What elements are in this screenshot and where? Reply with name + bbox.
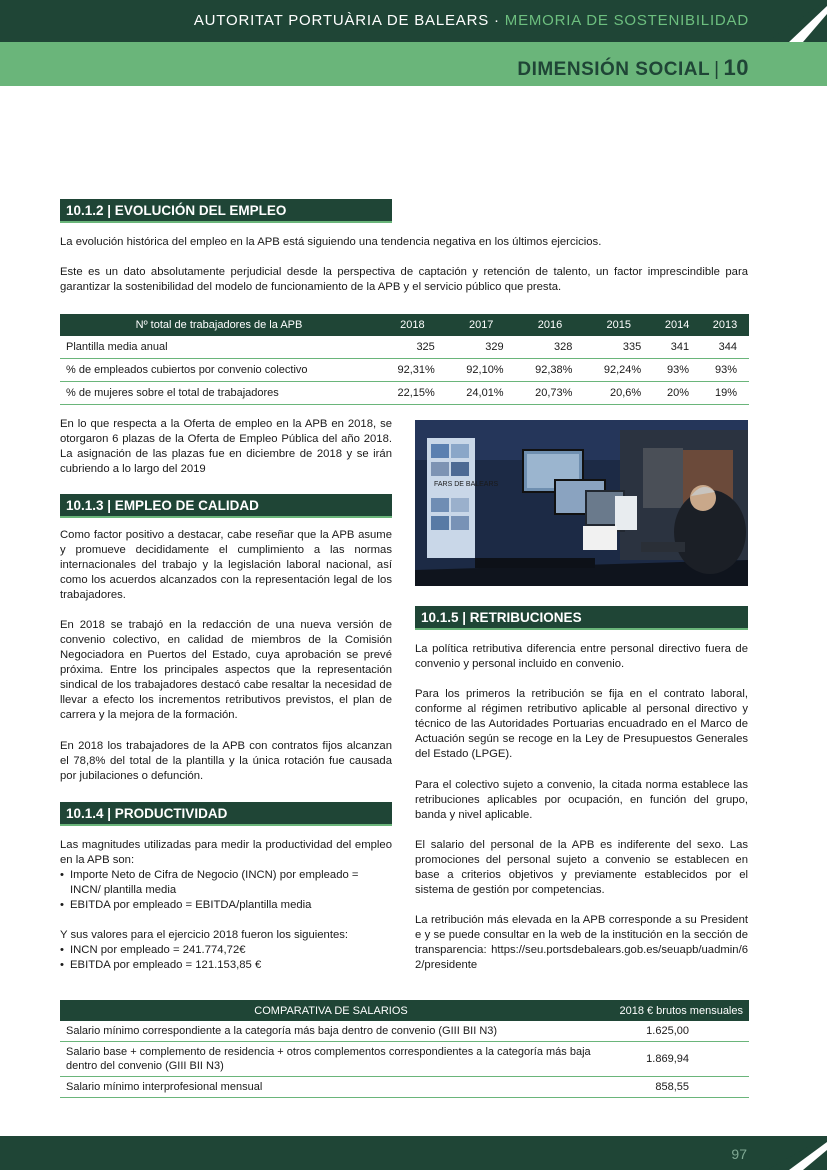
- table-header-row: [60, 314, 749, 336]
- poster-text: FARS DE BALEARS: [434, 481, 499, 488]
- row-label: % de mujeres sobre el total de trabajadores: [60, 382, 378, 405]
- control-room-photo: [415, 420, 748, 586]
- cell: 20%: [653, 382, 701, 405]
- cell: 19%: [701, 382, 749, 405]
- table-row: [60, 1077, 749, 1098]
- cell: 344: [701, 336, 749, 359]
- section-bar: [0, 42, 827, 86]
- paragraph: En 2018 se trabajó en la redacción de una nueva versión de convenio colectivo, en calidad de miembros de la Comisión Negociadora en Puertos del Estado, cuya aprobación se prevé próxima. Entre los principales aspectos que la representación sindical de los trabajadores destacó cabe resaltar la necesidad de llevar a efecto los incrementos retributivos previstos, el plan de carrera y la mejora de la formación.: [60, 619, 392, 721]
- control-room-illustration: [415, 420, 748, 586]
- cell: 20,73%: [516, 382, 585, 405]
- page-number: 97: [731, 1146, 747, 1162]
- row-label: Plantilla media anual: [60, 336, 378, 359]
- column-header: 2018 € brutos mensuales: [602, 1000, 749, 1021]
- paragraph: Este es un dato absolutamente perjudicial desde la perspectiva de captación y retención de talento, un factor imprescindible para garantizar la sostenibilidad del modelo de funcionamiento de la APB y el servicio público que presta.: [60, 266, 748, 293]
- column-header: 2018: [378, 314, 447, 336]
- paragraph: La evolución histórica del empleo en la APB está siguiendo una tendencia negativa en los últimos ejercicios.: [60, 236, 602, 248]
- cell: 20,6%: [584, 382, 653, 405]
- section-heading: DIMENSIÓN SOCIAL | 10: [517, 55, 749, 80]
- list-item: • EBITDA por empleado = 121.153,85 €: [60, 958, 392, 973]
- heading-empleo-calidad: 10.1.3 | EMPLEO DE CALIDAD: [60, 494, 392, 518]
- table-row: [60, 1042, 749, 1077]
- heading-evolucion-empleo: 10.1.2 | EVOLUCIÓN DEL EMPLEO: [60, 199, 392, 223]
- table-row: [60, 336, 749, 359]
- cell: 1.869,94: [602, 1042, 749, 1077]
- paragraph: Las magnitudes utilizadas para medir la productividad del empleo en la APB son:: [60, 839, 392, 866]
- list-item: • INCN por empleado = 241.774,72€: [60, 943, 392, 958]
- top-header-bar: [0, 0, 827, 42]
- organization-name: AUTORITAT PORTUÀRIA DE BALEARS ·: [193, 12, 505, 29]
- salary-comparison-table: [60, 1000, 749, 1098]
- footer-bar: [0, 1136, 827, 1170]
- report-name: MEMORIA DE SOSTENIBILIDAD: [504, 12, 749, 29]
- row-label: Salario mínimo interprofesional mensual: [60, 1077, 602, 1098]
- productivity-values-list: [60, 943, 392, 973]
- section-number: 10: [723, 55, 749, 80]
- cell: 24,01%: [447, 382, 516, 405]
- row-label: % de empleados cubiertos por convenio colectivo: [60, 359, 378, 382]
- heading-retribuciones: 10.1.5 | RETRIBUCIONES: [415, 606, 748, 630]
- section-title: DIMENSIÓN SOCIAL: [517, 59, 711, 80]
- table-row: [60, 359, 749, 382]
- cell: 92,38%: [516, 359, 585, 382]
- productivity-metrics-list: [60, 868, 392, 913]
- cell: 22,15%: [378, 382, 447, 405]
- column-header: 2015: [584, 314, 653, 336]
- employment-table: [60, 314, 749, 405]
- cell: 1.625,00: [602, 1021, 749, 1042]
- paragraph: El salario del personal de la APB es indiferente del sexo. Las promociones del personal sujeto a convenio se establecen en base a criterios objetivos y previamente establecidos por el sistema de gestión por competencias.: [415, 839, 748, 896]
- table-row: [60, 382, 749, 405]
- row-label: Salario mínimo correspondiente a la categoría más baja dentro de convenio (GIII BII N3): [60, 1021, 602, 1042]
- column-header: 2014: [653, 314, 701, 336]
- paragraph: En 2018 los trabajadores de la APB con contratos fijos alcanzan el 78,8% del total de la plantilla y la única rotación fue causada por jubilaciones o defunción.: [60, 740, 392, 782]
- cell: 325: [378, 336, 447, 359]
- cell: 92,24%: [584, 359, 653, 382]
- list-item: • Importe Neto de Cifra de Negocio (INCN) por empleado = INCN/ plantilla media: [60, 868, 392, 898]
- heading-productividad: 10.1.4 | PRODUCTIVIDAD: [60, 802, 392, 826]
- cell: 93%: [701, 359, 749, 382]
- paragraph: La política retributiva diferencia entre personal directivo fuera de convenio y personal incluido en convenio.: [415, 643, 748, 670]
- cell: 328: [516, 336, 585, 359]
- cell: 858,55: [602, 1077, 749, 1098]
- paragraph: Para el colectivo sujeto a convenio, la citada norma establece las retribuciones aplicables por ocupación, en función del grupo, banda y nivel aplicable.: [415, 779, 748, 821]
- column-header: 2013: [701, 314, 749, 336]
- paragraph: Como factor positivo a destacar, cabe reseñar que la APB asume y promueve decididamente el cumplimiento a las normas internacionales del trabajo y la legislación laboral nacional, así como los acuerdos alcanzados con la representación legal de los trabajadores.: [60, 529, 392, 601]
- paragraph: Para los primeros la retribución se fija en el contrato laboral, conforme al régimen retributivo aplicable al personal directivo y técnico de las Autoridades Portuarias encuadrado en el Marco de Actuación según se recoge en la Ley de Presupuestos Generales del Estado (LPGE).: [415, 688, 748, 760]
- cell: 93%: [653, 359, 701, 382]
- paragraph-transparency-link: La retribución más elevada en la APB corresponde a su Presidente y se puede consultar en la web de la institución en la sección de transparencia: https://seu.portsdebalears.gob.es/seuapb/uadmin/62/presidente: [415, 914, 748, 971]
- cell: 92,31%: [378, 359, 447, 382]
- publication-title: [194, 12, 749, 29]
- column-header: COMPARATIVA DE SALARIOS: [60, 1000, 602, 1021]
- column-header: 2017: [447, 314, 516, 336]
- table-row: [60, 1021, 749, 1042]
- list-item: • EBITDA por empleado = EBITDA/plantilla media: [60, 898, 392, 913]
- cell: 329: [447, 336, 516, 359]
- paragraph: Y sus valores para el ejercicio 2018 fueron los siguientes:: [60, 929, 349, 941]
- column-header: 2016: [516, 314, 585, 336]
- corner-stripe-decoration: [767, 0, 827, 42]
- table-header-row: [60, 1000, 749, 1021]
- paragraph-oferta-empleo: En lo que respecta a la Oferta de empleo en la APB en 2018, se otorgaron 6 plazas de la Oferta de Empleo Pública del año 2018. La asignación de las plazas fue en diciembre de 2018 y se irán cubriendo a lo largo del 2019: [60, 418, 392, 475]
- footer-corner-decoration: [767, 1136, 827, 1170]
- cell: 335: [584, 336, 653, 359]
- cell: 341: [653, 336, 701, 359]
- cell: 92,10%: [447, 359, 516, 382]
- column-header: Nº total de trabajadores de la APB: [60, 314, 378, 336]
- row-label: Salario base + complemento de residencia + otros complementos correspondientes a la categoría más baja dentro del convenio (GIII BII N3): [60, 1042, 602, 1077]
